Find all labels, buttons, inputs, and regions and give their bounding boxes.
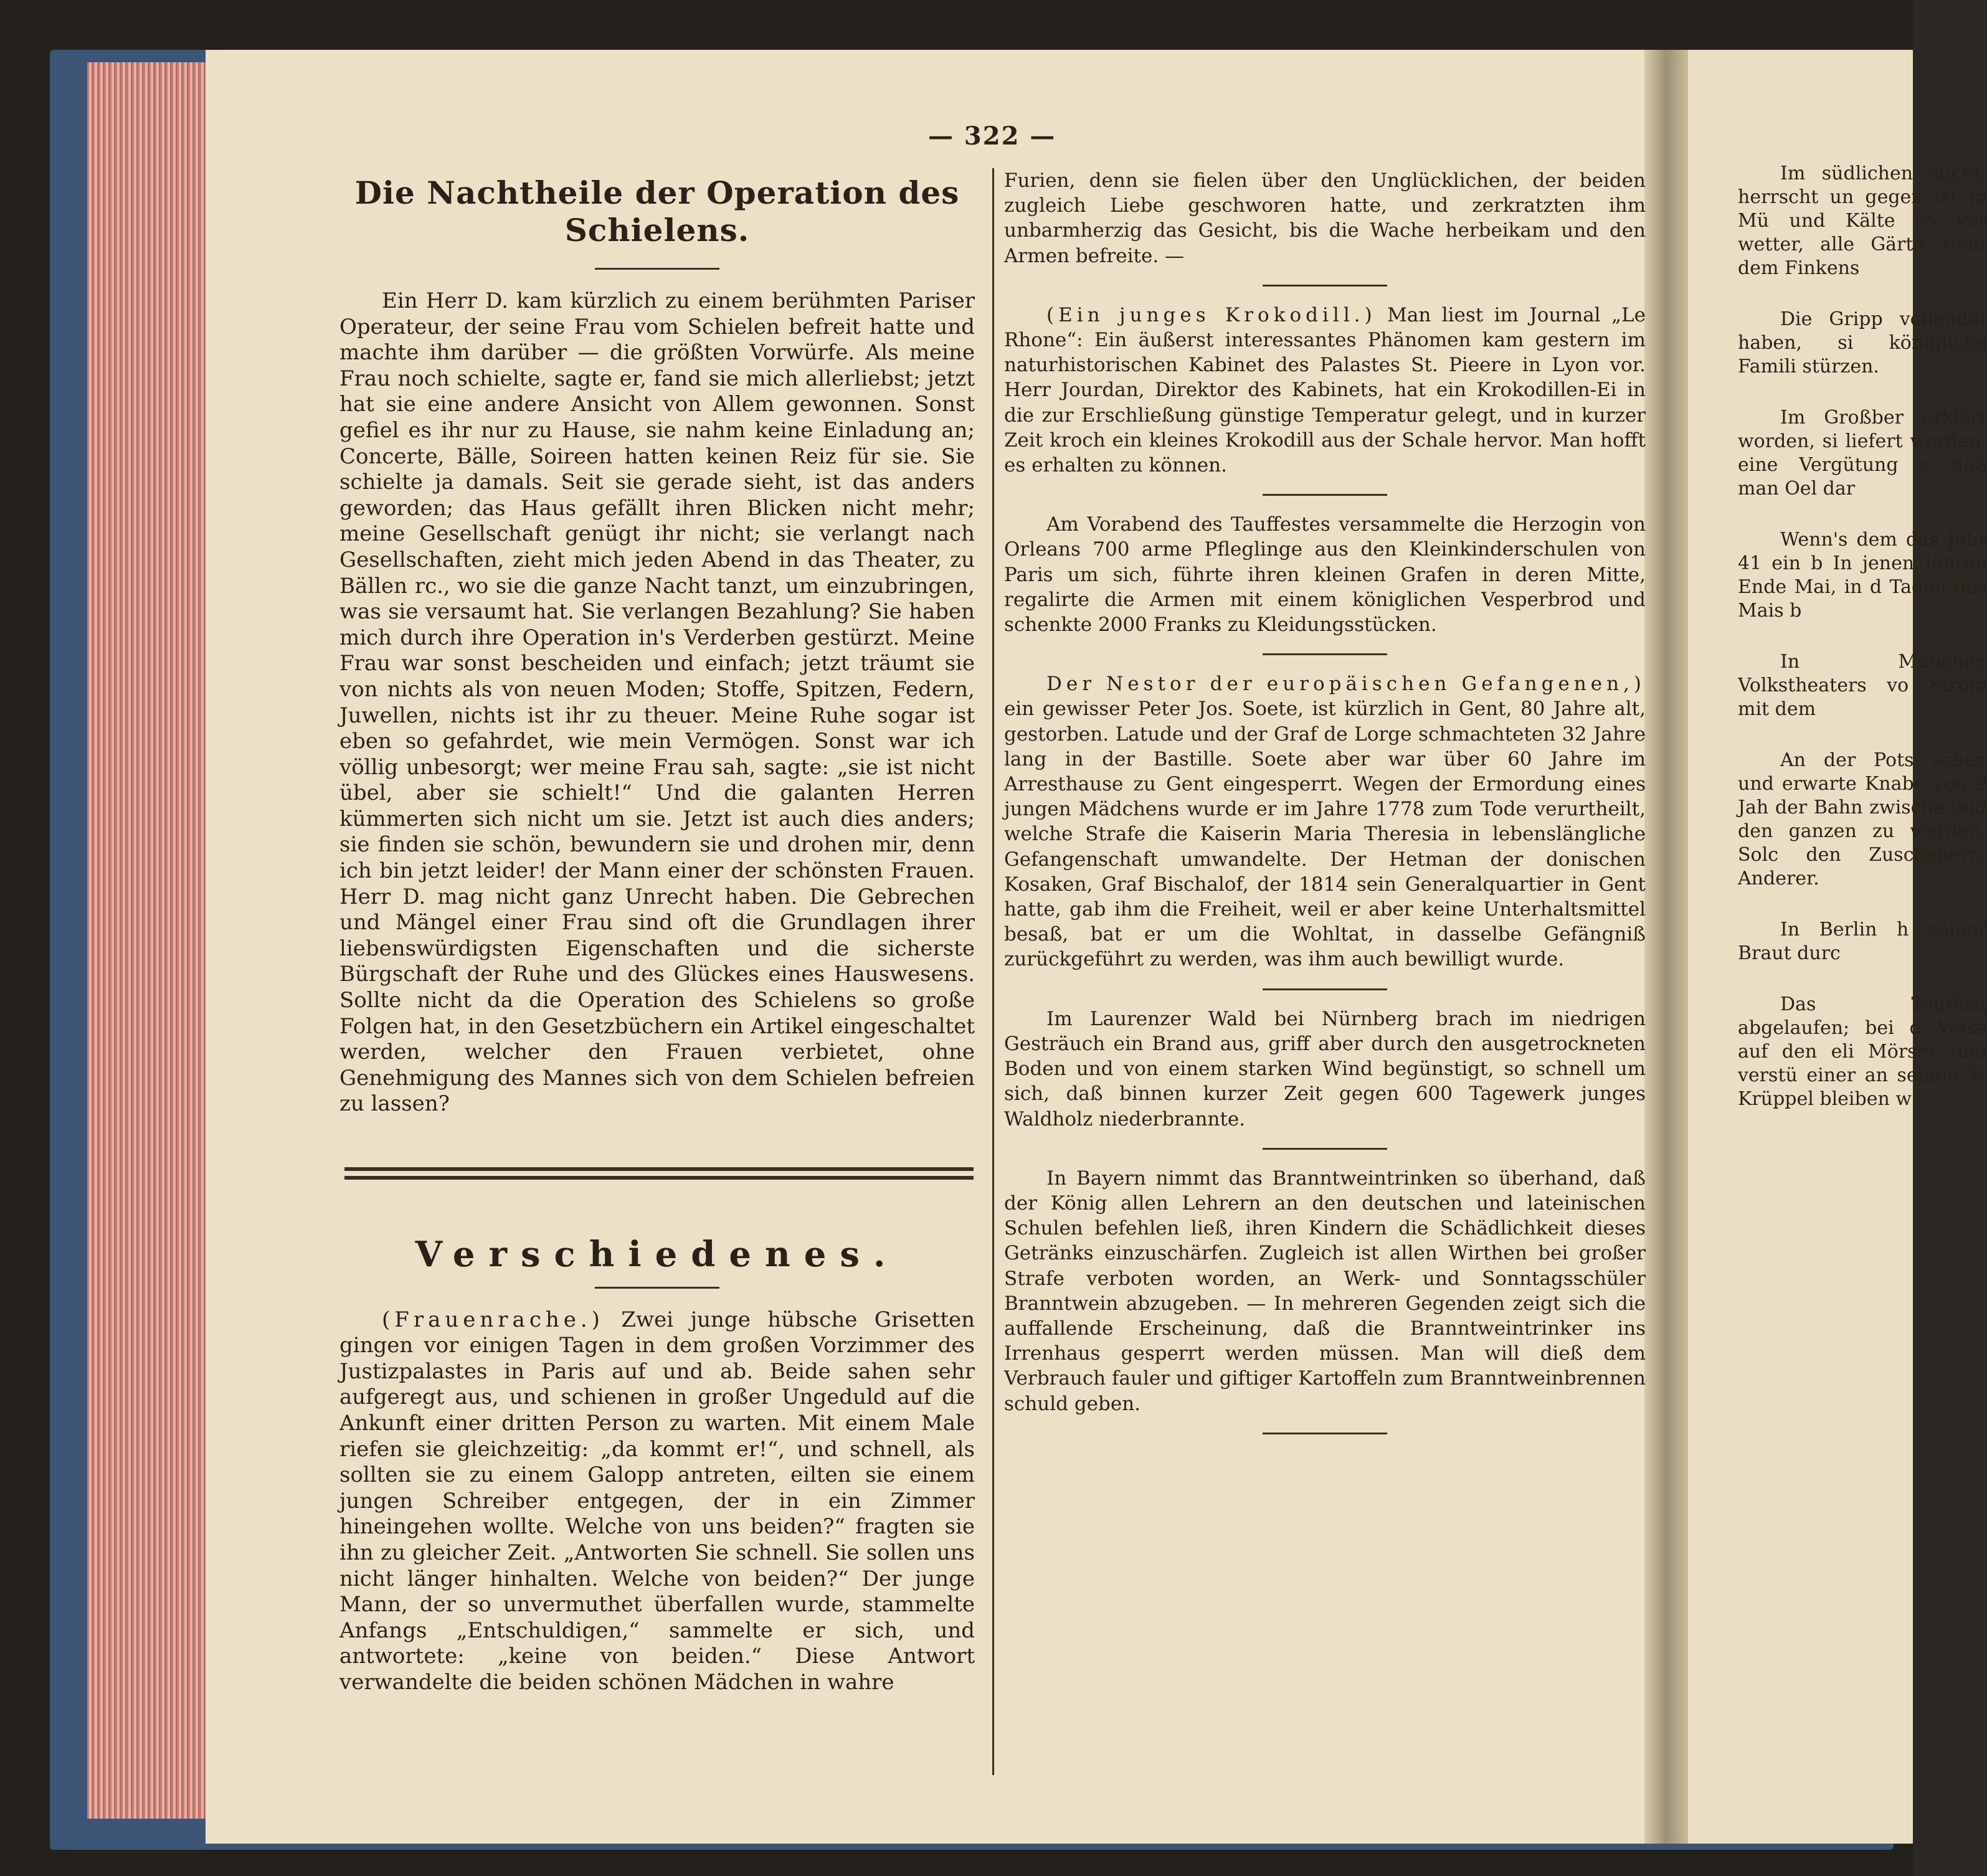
right-item: Die Gripp vollendet haben, si königliche Famili stürzen. bbox=[1738, 308, 1987, 377]
section-double-rule bbox=[344, 1167, 974, 1180]
news-item-krokodill bbox=[1004, 303, 1646, 478]
separator-rule bbox=[1263, 1148, 1387, 1150]
news-item-herzogin: Am Vorabend des Tauffestes versammelte die Herzogin von Orleans 700 arme Pfleglinge aus den Kleinkinderschulen von Paris um sich, führte ihren kleinen Grafen in deren Mitte, regalirte die Armen mit einem königlichen Vesperbrod und schenkte 2000 Franks zu Kleidungsstücken. bbox=[1004, 513, 1646, 637]
right-item: An der Pots schen und erwarte Knabe von 9 Jah der Bahn zwische und den ganzen zu werden. Solc den Zuschauern. Anderer. bbox=[1738, 749, 1987, 889]
right-item: Wenn's dem das Jahr 41 ein b In jenen Jahren Ende Mai, in d Tagen des Mais b bbox=[1738, 529, 1987, 622]
news-item-bayern: In Bayern nimmt das Branntweintrinken so überhand, daß der König allen Lehrern an den deutschen und lateinischen Schulen befehlen ließ, ihren Kindern die Schädlichkeit dieses Getränks einzuschärfen. Zugleich ist allen Wirthen bei großer Strafe verboten worden, an Werk- und Sonntagsschüler Branntwein abzugeben. — In mehreren Gegenden zeigt sich die auffallende Erscheinung, daß die Branntweintrinker ins Irrenhaus gesperrt werden müssen. Man will dieß dem Verbrauch fauler und giftiger Kartoffeln zum Branntweinbrennen schuld geben. bbox=[1004, 1167, 1646, 1415]
right-item: Im südlichen sucht, herrscht un gegen ist in Mü und Kälte so ver wetter, alle Gärte zieht dem Finkens bbox=[1738, 163, 1987, 279]
left-column bbox=[339, 174, 975, 1696]
article-body: Zwei junge hübsche Grisetten gingen vor einigen Tagen in dem großen Vorzimmer des Justizpalastes in Paris auf und ab. Beide sahen sehr aufgeregt aus, und schienen in großer Ungeduld auf die Ankunft einer dritten Person zu warten. Mit einem Male riefen sie gleichzeitig: „da kommt er!“, und schnell, als sollten sie zu einem Galopp antreten, eilten sie einem jungen Schreiber entgegen, der in ein Zimmer hineingehen wollte. Welche von uns beiden?“ fragten sie ihn zu gleicher Zeit. „Antworten Sie schnell. Sie sollen uns nicht länger hinhalten. Welche von beiden?“ Der junge Mann, der so unvermuthet überfallen wurde, stammelte Anfangs „Entschuldigen,“ sammelte er sich, und antwortete: „keine von beiden.“ Diese Antwort verwandelte die beiden schönen Mädchen in wahre bbox=[339, 1307, 975, 1695]
separator-rule bbox=[1263, 988, 1387, 990]
news-item-nestor bbox=[1004, 671, 1646, 972]
page-edges bbox=[87, 62, 212, 1819]
news-body: Man liest im Journal „Le Rhone“: Ein äußerst interessantes Phänomen kam gestern im naturhistorischen Kabinet des Palastes St. Pieere in Lyon vor. Herr Jourdan, Direktor des Kabinets, hat ein Krokodillen-Ei in die zur Erschließung günstige Temperatur gelegt, und in kurzer Zeit kroch ein kleines Krokodill aus der Schale hervor. Man hofft es erhalten zu können. bbox=[1004, 303, 1646, 477]
news-item-laurenzer-wald: Im Laurenzer Wald bei Nürnberg brach im niedrigen Gesträuch ein Brand aus, griff aber durch den ausgetrockneten Boden und von einem starken Wind begünstigt, so schnell um sich, daß binnen kurzer Zeit gegen 600 Tagewerk junges Waldholz niederbrannte. bbox=[1004, 1007, 1646, 1130]
news-heading: (Ein junges Krokodill.) bbox=[1046, 303, 1377, 326]
section-title: Verschiedenes. bbox=[415, 1234, 899, 1275]
right-column-cropped bbox=[1738, 162, 1987, 1111]
separator-rule bbox=[1263, 1433, 1387, 1434]
article-body: Ein Herr D. kam kürzlich zu einem berühmten Pariser Operateur, der seine Frau vom Schielen befreit hatte und machte ihm darüber — die größten Vorwürfe. Als meine Frau noch schielte, sagte er, fand sie mich allerliebst; jetzt hat sie eine andere Ansicht von Allem gewonnen. Sonst gefiel es ihr nur zu Hause, sie nahm keine Einladung an; Concerte, Bälle, Soireen hatten keinen Reiz für sie. Sie schielte ja damals. Seit sie gerade sieht, ist das anders geworden; das Haus gefällt ihren Blicken nicht mehr; meine Gesellschaft genügt ihr nicht; sie verlangt nach Gesellschaften, zieht mich jeden Abend in das Theater, zu Bällen rc., wo sie die ganze Nacht tanzt, um einzubringen, was sie versaumt hat. Sie verlangen Bezahlung? Sie haben mich durch ihre Operation in's Verderben gestürzt. Meine Frau war sonst bescheiden und einfach; jetzt träumt sie von nichts als von neuen Moden; Stoffe, Spitzen, Federn, Juwellen, nichts ist ihr zu theuer. Meine Ruhe sogar ist eben so gefahrdet, wie mein Vermögen. Sonst war ich völlig unbesorgt; wer meine Frau sah, sagte: „sie ist nicht übel, aber sie schielt!“ Und die galanten Herren kümmerten sich nicht um sie. Jetzt ist auch dies anders; sie finden sie schön, bewundern sie und drohen mir, denn ich bin jetzt leider! der Mann einer der schönsten Frauen. Herr D. mag nicht ganz Unrecht haben. Die Gebrechen und Mängel einer Frau sind oft die Grundlagen ihrer liebenswürdigsten Eigenschaften und die sicherste Bürgschaft der Ruhe und des Glückes eines Hauswesens. Sollte nicht da die Operation des Schielens so große Folgen hat, in den Gesetzbüchern ein Artikel eingeschaltet werden, welcher den Frauen verbietet, ohne Genehmigung des Mannes sich von dem Schielen befreien zu lassen? bbox=[339, 288, 975, 1117]
continuation-text: Furien, denn sie fielen über den Unglücklichen, der beiden zugleich Liebe geschworen hatte, und zerkratzten ihm unbarmherzig das Gesicht, bis die Wache herbeikam und den Armen befreite. — bbox=[1004, 169, 1646, 267]
book-gutter bbox=[1644, 50, 1688, 1844]
right-item: Das Tauffest abgelaufen; bei d Volks auf den eli Mörser und verstü einer an seinen W Krüppel bleiben w bbox=[1738, 993, 1987, 1110]
column-divider bbox=[992, 168, 994, 1775]
news-heading: Der Nestor der europäischen Gefangenen,) bbox=[1046, 673, 1646, 696]
separator-rule bbox=[1263, 285, 1387, 287]
middle-column bbox=[1004, 168, 1646, 1451]
separator-rule bbox=[1263, 653, 1387, 655]
right-item: In Berlin h seiner Braut durc bbox=[1738, 919, 1987, 964]
page-number: — 322 — bbox=[928, 121, 1056, 151]
right-item: In München Volkstheaters vo Strom mit dem bbox=[1738, 651, 1987, 720]
separator-rule bbox=[1263, 494, 1387, 496]
article-frauenrache bbox=[339, 1307, 975, 1696]
right-item: Im Großber erklärt worden, si liefert werden. eine Vergütung a daß man Oel dar bbox=[1738, 407, 1987, 500]
article-heading: (Frauenrache.) bbox=[382, 1307, 604, 1332]
news-body: ein gewisser Peter Jos. Soete, ist kürzlich in Gent, 80 Jahre alt, gestorben. Latude und der Graf de Lorge schmachteten 32 Jahre lang in der Bastille. Soete aber war über 60 Jahre im Arresthause zu Gent eingesperrt. Wegen der Ermordung eines jungen Mädchens wurde er im Jahre 1778 zum Tode verurtheilt, welche Strafe die Kaiserin Maria Theresia in lebenslängliche Gefangenschaft umwandelte. Der Hetman der donischen Kosaken, Graf Bischalof, der 1814 sein Generalquartier in Gent hatte, gab ihm die Freiheit, weil er aber keine Unterhaltsmittel besaß, bat er um die Wohltat, in dasselbe Gefängniß zurückgeführt zu werden, was ihm auch bewilligt wurde. bbox=[1004, 698, 1646, 971]
article-title: Die Nachtheile der Operation des Schielens. bbox=[354, 174, 960, 249]
